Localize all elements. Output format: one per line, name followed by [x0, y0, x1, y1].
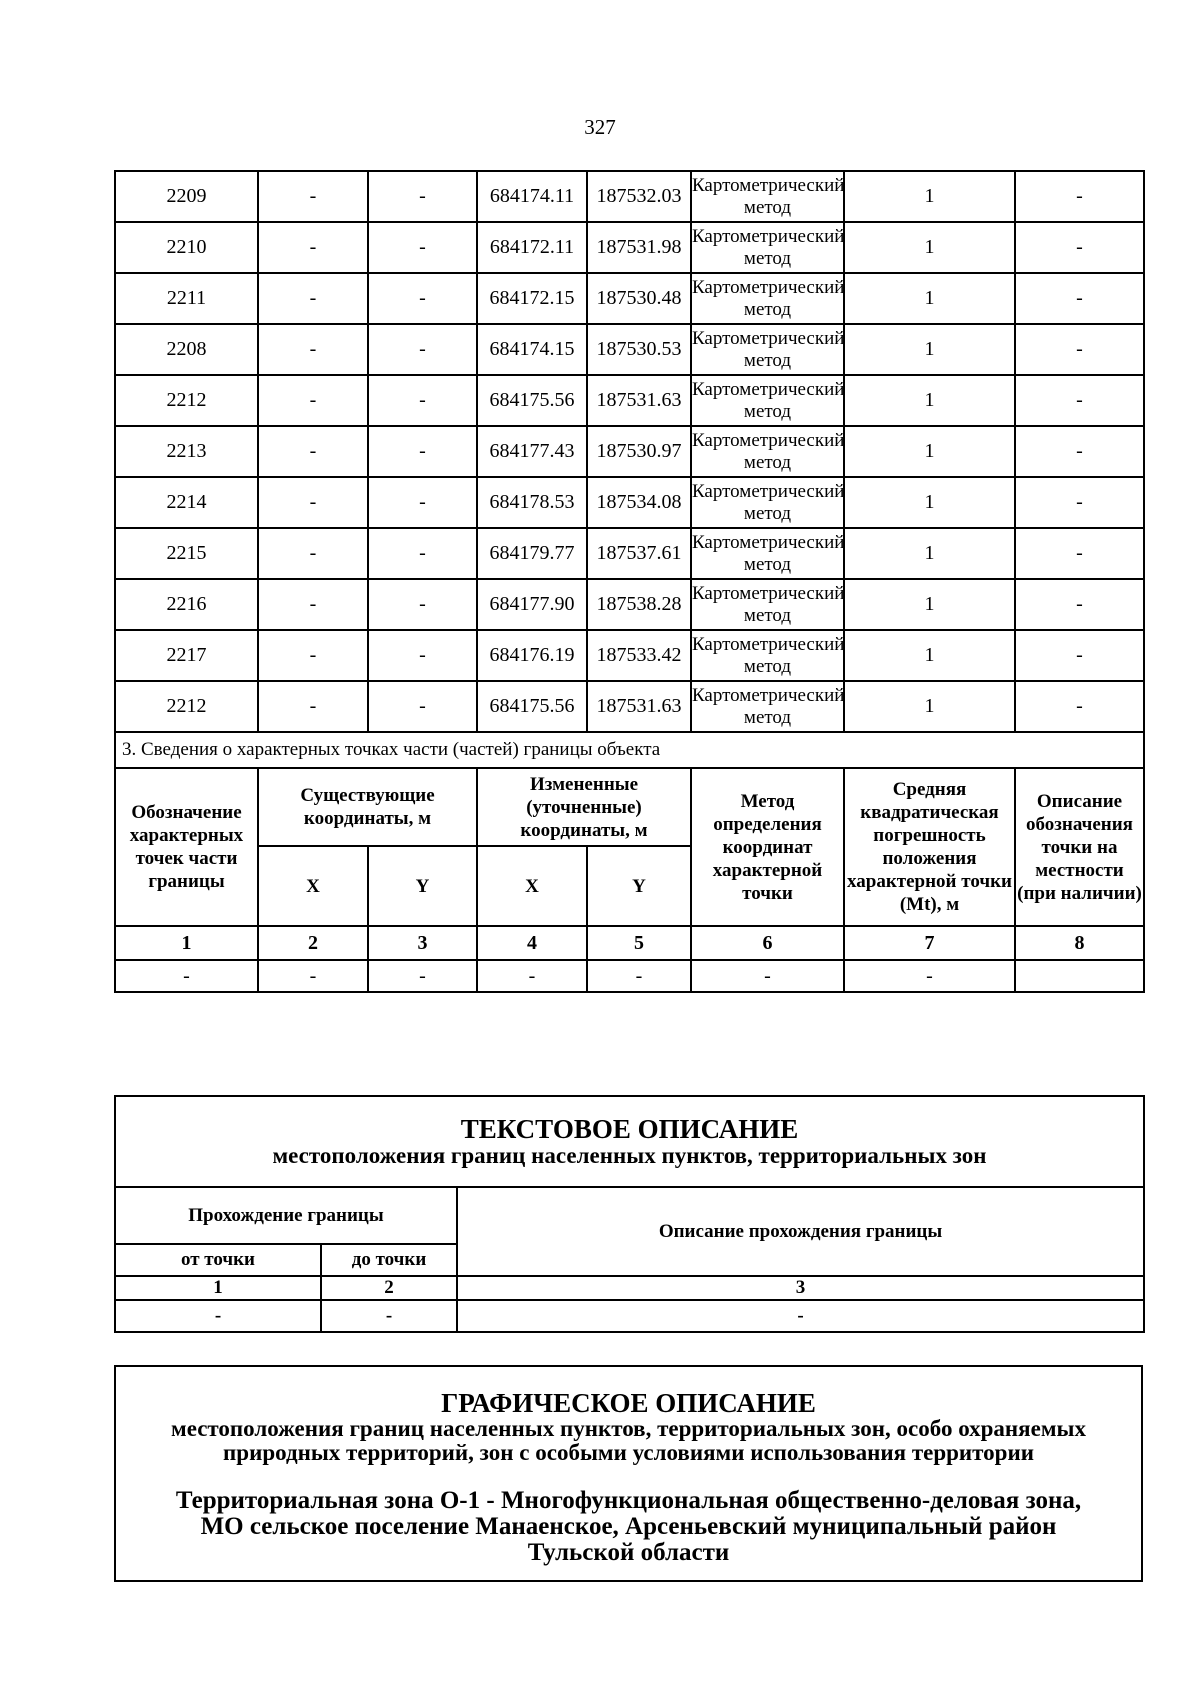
column-number: 8 — [1015, 926, 1144, 960]
changed-y-cell: 187531.98 — [587, 222, 691, 273]
changed-x-cell: 684174.11 — [477, 171, 587, 222]
existing-y-cell: - — [368, 426, 477, 477]
header-to-point: до точки — [321, 1244, 457, 1276]
method-cell: Картометрический метод — [691, 630, 844, 681]
graphic-description-subtitle: местоположения границ населенных пунктов, территориальных зон, особо охраняемых природных территорий, зон с особыми условиями использования территории — [171, 1416, 1086, 1465]
existing-x-cell: - — [258, 375, 368, 426]
mt-error-cell: 1 — [844, 426, 1015, 477]
point-description-cell: - — [1015, 630, 1144, 681]
method-cell: Картометрический метод — [691, 579, 844, 630]
mt-error-cell: 1 — [844, 630, 1015, 681]
existing-x-cell: - — [258, 222, 368, 273]
changed-y-cell: 187537.61 — [587, 528, 691, 579]
section-3-title: 3. Сведения о характерных точках части (частей) границы объекта — [115, 732, 1144, 768]
changed-y-cell: 187532.03 — [587, 171, 691, 222]
changed-x-cell: 684172.15 — [477, 273, 587, 324]
existing-x-cell: - — [258, 579, 368, 630]
table-row — [115, 171, 1144, 222]
table-row — [115, 579, 1144, 630]
header-from-point: от точки — [115, 1244, 321, 1276]
coordinates-table-body — [115, 171, 1144, 732]
table-row — [115, 222, 1144, 273]
point-number-cell: 2208 — [115, 324, 258, 375]
column-number: 2 — [258, 926, 368, 960]
existing-x-cell: - — [258, 426, 368, 477]
table-cell — [1015, 960, 1144, 992]
existing-y-cell: - — [368, 630, 477, 681]
point-number-cell: 2210 — [115, 222, 258, 273]
point-number-cell: 2212 — [115, 375, 258, 426]
header-description: Описание обозначения точки на местности (при наличии) — [1015, 768, 1144, 926]
mt-error-cell: 1 — [844, 324, 1015, 375]
changed-y-cell: 187530.48 — [587, 273, 691, 324]
point-number-cell: 2209 — [115, 171, 258, 222]
header-boundary-passage: Прохождение границы — [115, 1187, 457, 1244]
existing-y-cell: - — [368, 681, 477, 732]
point-description-cell: - — [1015, 324, 1144, 375]
mt-error-cell: 1 — [844, 273, 1015, 324]
column-number: 6 — [691, 926, 844, 960]
changed-x-cell: 684178.53 — [477, 477, 587, 528]
changed-x-cell: 684174.15 — [477, 324, 587, 375]
graphic-description-title: ГРАФИЧЕСКОЕ ОПИСАНИЕ — [441, 1388, 816, 1418]
header-existing-x: X — [258, 846, 368, 926]
existing-y-cell: - — [368, 579, 477, 630]
column-number: 1 — [115, 926, 258, 960]
mt-error-cell: 1 — [844, 375, 1015, 426]
point-number-cell: 2215 — [115, 528, 258, 579]
method-cell: Картометрический метод — [691, 528, 844, 579]
changed-x-cell: 684175.56 — [477, 375, 587, 426]
mt-error-cell: 1 — [844, 222, 1015, 273]
column-number: 4 — [477, 926, 587, 960]
table-cell: - — [587, 960, 691, 992]
section-3-header-row-1 — [115, 768, 1144, 846]
changed-x-cell: 684172.11 — [477, 222, 587, 273]
column-number: 2 — [321, 1276, 457, 1300]
changed-y-cell: 187531.63 — [587, 681, 691, 732]
table-cell: - — [321, 1300, 457, 1332]
point-description-cell: - — [1015, 273, 1144, 324]
graphic-description-box — [114, 1365, 1143, 1582]
existing-x-cell: - — [258, 681, 368, 732]
method-cell: Картометрический метод — [691, 426, 844, 477]
table-cell: - — [477, 960, 587, 992]
point-number-cell: 2212 — [115, 681, 258, 732]
table-cell: - — [115, 960, 258, 992]
changed-x-cell: 684177.90 — [477, 579, 587, 630]
mt-error-cell: 1 — [844, 528, 1015, 579]
text-description-heading — [115, 1096, 1144, 1187]
header-changed-y: Y — [587, 846, 691, 926]
existing-y-cell: - — [368, 273, 477, 324]
existing-x-cell: - — [258, 528, 368, 579]
changed-x-cell: 684179.77 — [477, 528, 587, 579]
text-description-subtitle: местоположения границ населенных пунктов, территориальных зон — [272, 1143, 987, 1168]
point-number-cell: 2213 — [115, 426, 258, 477]
point-description-cell: - — [1015, 171, 1144, 222]
changed-y-cell: 187531.63 — [587, 375, 691, 426]
existing-x-cell: - — [258, 324, 368, 375]
header-method: Метод определения координат характерной точки — [691, 768, 844, 926]
header-existing-y: Y — [368, 846, 477, 926]
existing-y-cell: - — [368, 477, 477, 528]
table-cell: - — [844, 960, 1015, 992]
text-description-title: ТЕКСТОВОЕ ОПИСАНИЕ — [460, 1114, 799, 1144]
page-number: 327 — [584, 115, 616, 139]
coordinates-table — [114, 170, 1145, 993]
header-passage-description: Описание прохождения границы — [457, 1187, 1144, 1276]
method-cell: Картометрический метод — [691, 375, 844, 426]
point-description-cell: - — [1015, 222, 1144, 273]
point-description-cell: - — [1015, 528, 1144, 579]
existing-y-cell: - — [368, 528, 477, 579]
method-cell: Картометрический метод — [691, 171, 844, 222]
point-description-cell: - — [1015, 681, 1144, 732]
table-row — [115, 630, 1144, 681]
mt-error-cell: 1 — [844, 579, 1015, 630]
table-cell: - — [691, 960, 844, 992]
point-description-cell: - — [1015, 579, 1144, 630]
existing-y-cell: - — [368, 222, 477, 273]
column-number: 3 — [457, 1276, 1144, 1300]
column-numbers-row — [115, 926, 1144, 960]
changed-x-cell: 684177.43 — [477, 426, 587, 477]
existing-y-cell: - — [368, 375, 477, 426]
method-cell: Картометрический метод — [691, 681, 844, 732]
point-description-cell: - — [1015, 375, 1144, 426]
point-number-cell: 2216 — [115, 579, 258, 630]
changed-y-cell: 187538.28 — [587, 579, 691, 630]
column-number: 1 — [115, 1276, 321, 1300]
mt-error-cell: 1 — [844, 477, 1015, 528]
changed-x-cell: 684175.56 — [477, 681, 587, 732]
point-description-cell: - — [1015, 477, 1144, 528]
method-cell: Картометрический метод — [691, 477, 844, 528]
existing-x-cell: - — [258, 477, 368, 528]
changed-x-cell: 684176.19 — [477, 630, 587, 681]
section-3-row — [115, 732, 1144, 768]
column-number: 3 — [368, 926, 477, 960]
header-point-designation: Обозначение характерных точек части границы — [115, 768, 258, 926]
mt-error-cell: 1 — [844, 171, 1015, 222]
changed-y-cell: 187534.08 — [587, 477, 691, 528]
mt-error-cell: 1 — [844, 681, 1015, 732]
table-row — [115, 273, 1144, 324]
point-number-cell: 2217 — [115, 630, 258, 681]
method-cell: Картометрический метод — [691, 324, 844, 375]
table-cell: - — [258, 960, 368, 992]
table-cell: - — [457, 1300, 1144, 1332]
header-changed-coords: Измененные (уточненные) координаты, м — [477, 768, 691, 846]
column-number: 7 — [844, 926, 1015, 960]
table-row — [115, 477, 1144, 528]
point-number-cell: 2214 — [115, 477, 258, 528]
text-description-table — [114, 1095, 1145, 1333]
header-error: Средняя квадратическая погрешность положения характерной точки (Mt), м — [844, 768, 1015, 926]
table-cell: - — [368, 960, 477, 992]
column-number: 5 — [587, 926, 691, 960]
existing-y-cell: - — [368, 171, 477, 222]
existing-y-cell: - — [368, 324, 477, 375]
changed-y-cell: 187530.53 — [587, 324, 691, 375]
existing-x-cell: - — [258, 630, 368, 681]
table-row — [115, 324, 1144, 375]
existing-x-cell: - — [258, 171, 368, 222]
point-number-cell: 2211 — [115, 273, 258, 324]
changed-y-cell: 187530.97 — [587, 426, 691, 477]
header-existing-coords: Существующие координаты, м — [258, 768, 477, 846]
table-row — [115, 681, 1144, 732]
table-row — [115, 528, 1144, 579]
territorial-zone-title: Территориальная зона О-1 - Многофункциональная общественно-деловая зона, МО сельское поселение Манаенское, Арсеньевский муниципальный район Тульской области — [175, 1487, 1082, 1566]
existing-x-cell: - — [258, 273, 368, 324]
table-cell: - — [115, 1300, 321, 1332]
method-cell: Картометрический метод — [691, 273, 844, 324]
method-cell: Картометрический метод — [691, 222, 844, 273]
section-3-empty-row — [115, 960, 1144, 992]
point-description-cell: - — [1015, 426, 1144, 477]
table-row — [115, 375, 1144, 426]
changed-y-cell: 187533.42 — [587, 630, 691, 681]
header-changed-x: X — [477, 846, 587, 926]
table-row — [115, 426, 1144, 477]
